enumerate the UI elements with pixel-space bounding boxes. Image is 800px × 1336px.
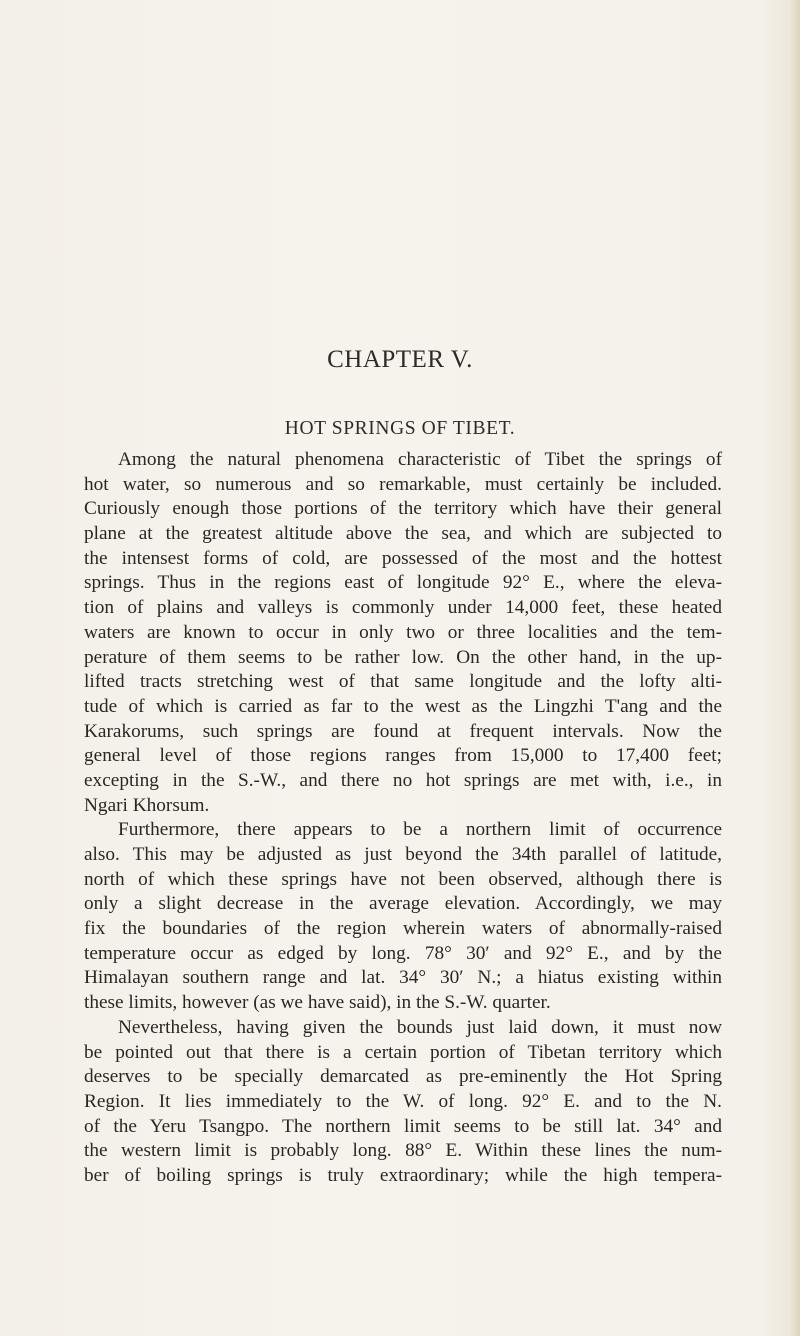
section-title: HOT SPRINGS OF TIBET. bbox=[284, 418, 516, 439]
text-line: Region. It lies immediately to the W. of long. 92° E. and to the N. bbox=[84, 1090, 722, 1112]
text-line: Nevertheless, having given the bounds just laid down, it must now bbox=[118, 1016, 722, 1038]
text-line: perature of them seems to be rather low. On the other hand, in the up- bbox=[84, 646, 722, 668]
text-line: tion of plains and valleys is commonly under 14,000 feet, these heated bbox=[84, 597, 722, 619]
text-line: general level of those regions ranges from 15,000 to 17,400 feet; bbox=[84, 745, 722, 767]
text-line: tude of which is carried as far to the west as the Lingzhi T'ang and the bbox=[84, 695, 722, 717]
text-line: also. This may be adjusted as just beyond the 34th parallel of latitude, bbox=[84, 844, 722, 865]
text-line: Ngari Khorsum. bbox=[84, 794, 210, 816]
text-line: lifted tracts stretching west of that same longitude and the lofty alti- bbox=[84, 671, 722, 693]
text-line: be pointed out that there is a certain portion of Tibetan territory which bbox=[84, 1041, 722, 1063]
text-line: the western limit is probably long. 88° E. Within these lines the num- bbox=[84, 1140, 722, 1162]
text-line: Himalayan southern range and lat. 34° 30′ N.; a hiatus existing within bbox=[84, 967, 722, 989]
text-line: these limits, however (as we have said), in the S.-W. quarter. bbox=[84, 992, 551, 1014]
text-line: Karakorums, such springs are found at frequent intervals. Now the bbox=[84, 720, 722, 742]
text-line: hot water, so numerous and so remarkable, must certainly be included. bbox=[84, 473, 722, 495]
text-line: plane at the greatest altitude above the sea, and which are subjected to bbox=[84, 523, 722, 545]
text-line: Curiously enough those portions of the territory which have their general bbox=[84, 498, 722, 520]
text-line: deserves to be specially demarcated as pre-eminently the Hot Spring bbox=[84, 1066, 722, 1088]
text-line: the intensest forms of cold, are possessed of the most and the hottest bbox=[84, 547, 722, 569]
text-line: temperature occur as edged by long. 78° 30′ and 92° E., and by the bbox=[84, 942, 722, 964]
text-line: only a slight decrease in the average elevation. Accordingly, we may bbox=[84, 893, 722, 915]
text-line: springs. Thus in the regions east of longitude 92° E., where the eleva- bbox=[84, 572, 722, 594]
text-line: waters are known to occur in only two or three localities and the tem- bbox=[84, 621, 722, 643]
text-line: of the Yeru Tsangpo. The northern limit seems to be still lat. 34° and bbox=[84, 1115, 722, 1137]
page-edge-shadow bbox=[790, 0, 800, 1336]
text-line: ber of boiling springs is truly extraordinary; while the high tempera- bbox=[84, 1164, 722, 1186]
chapter-heading: CHAPTER V. bbox=[327, 346, 473, 373]
text-line: fix the boundaries of the region wherein waters of abnormally-raised bbox=[84, 918, 722, 940]
text-line: Furthermore, there appears to be a northern limit of occurrence bbox=[118, 819, 722, 841]
text-line: Among the natural phenomena characteristic of Tibet the springs of bbox=[118, 449, 722, 470]
body-text bbox=[84, 448, 722, 1189]
text-line: excepting in the S.-W., and there no hot springs are met with, i.e., in bbox=[84, 769, 722, 791]
text-line: north of which these springs have not been observed, although there is bbox=[84, 868, 722, 890]
